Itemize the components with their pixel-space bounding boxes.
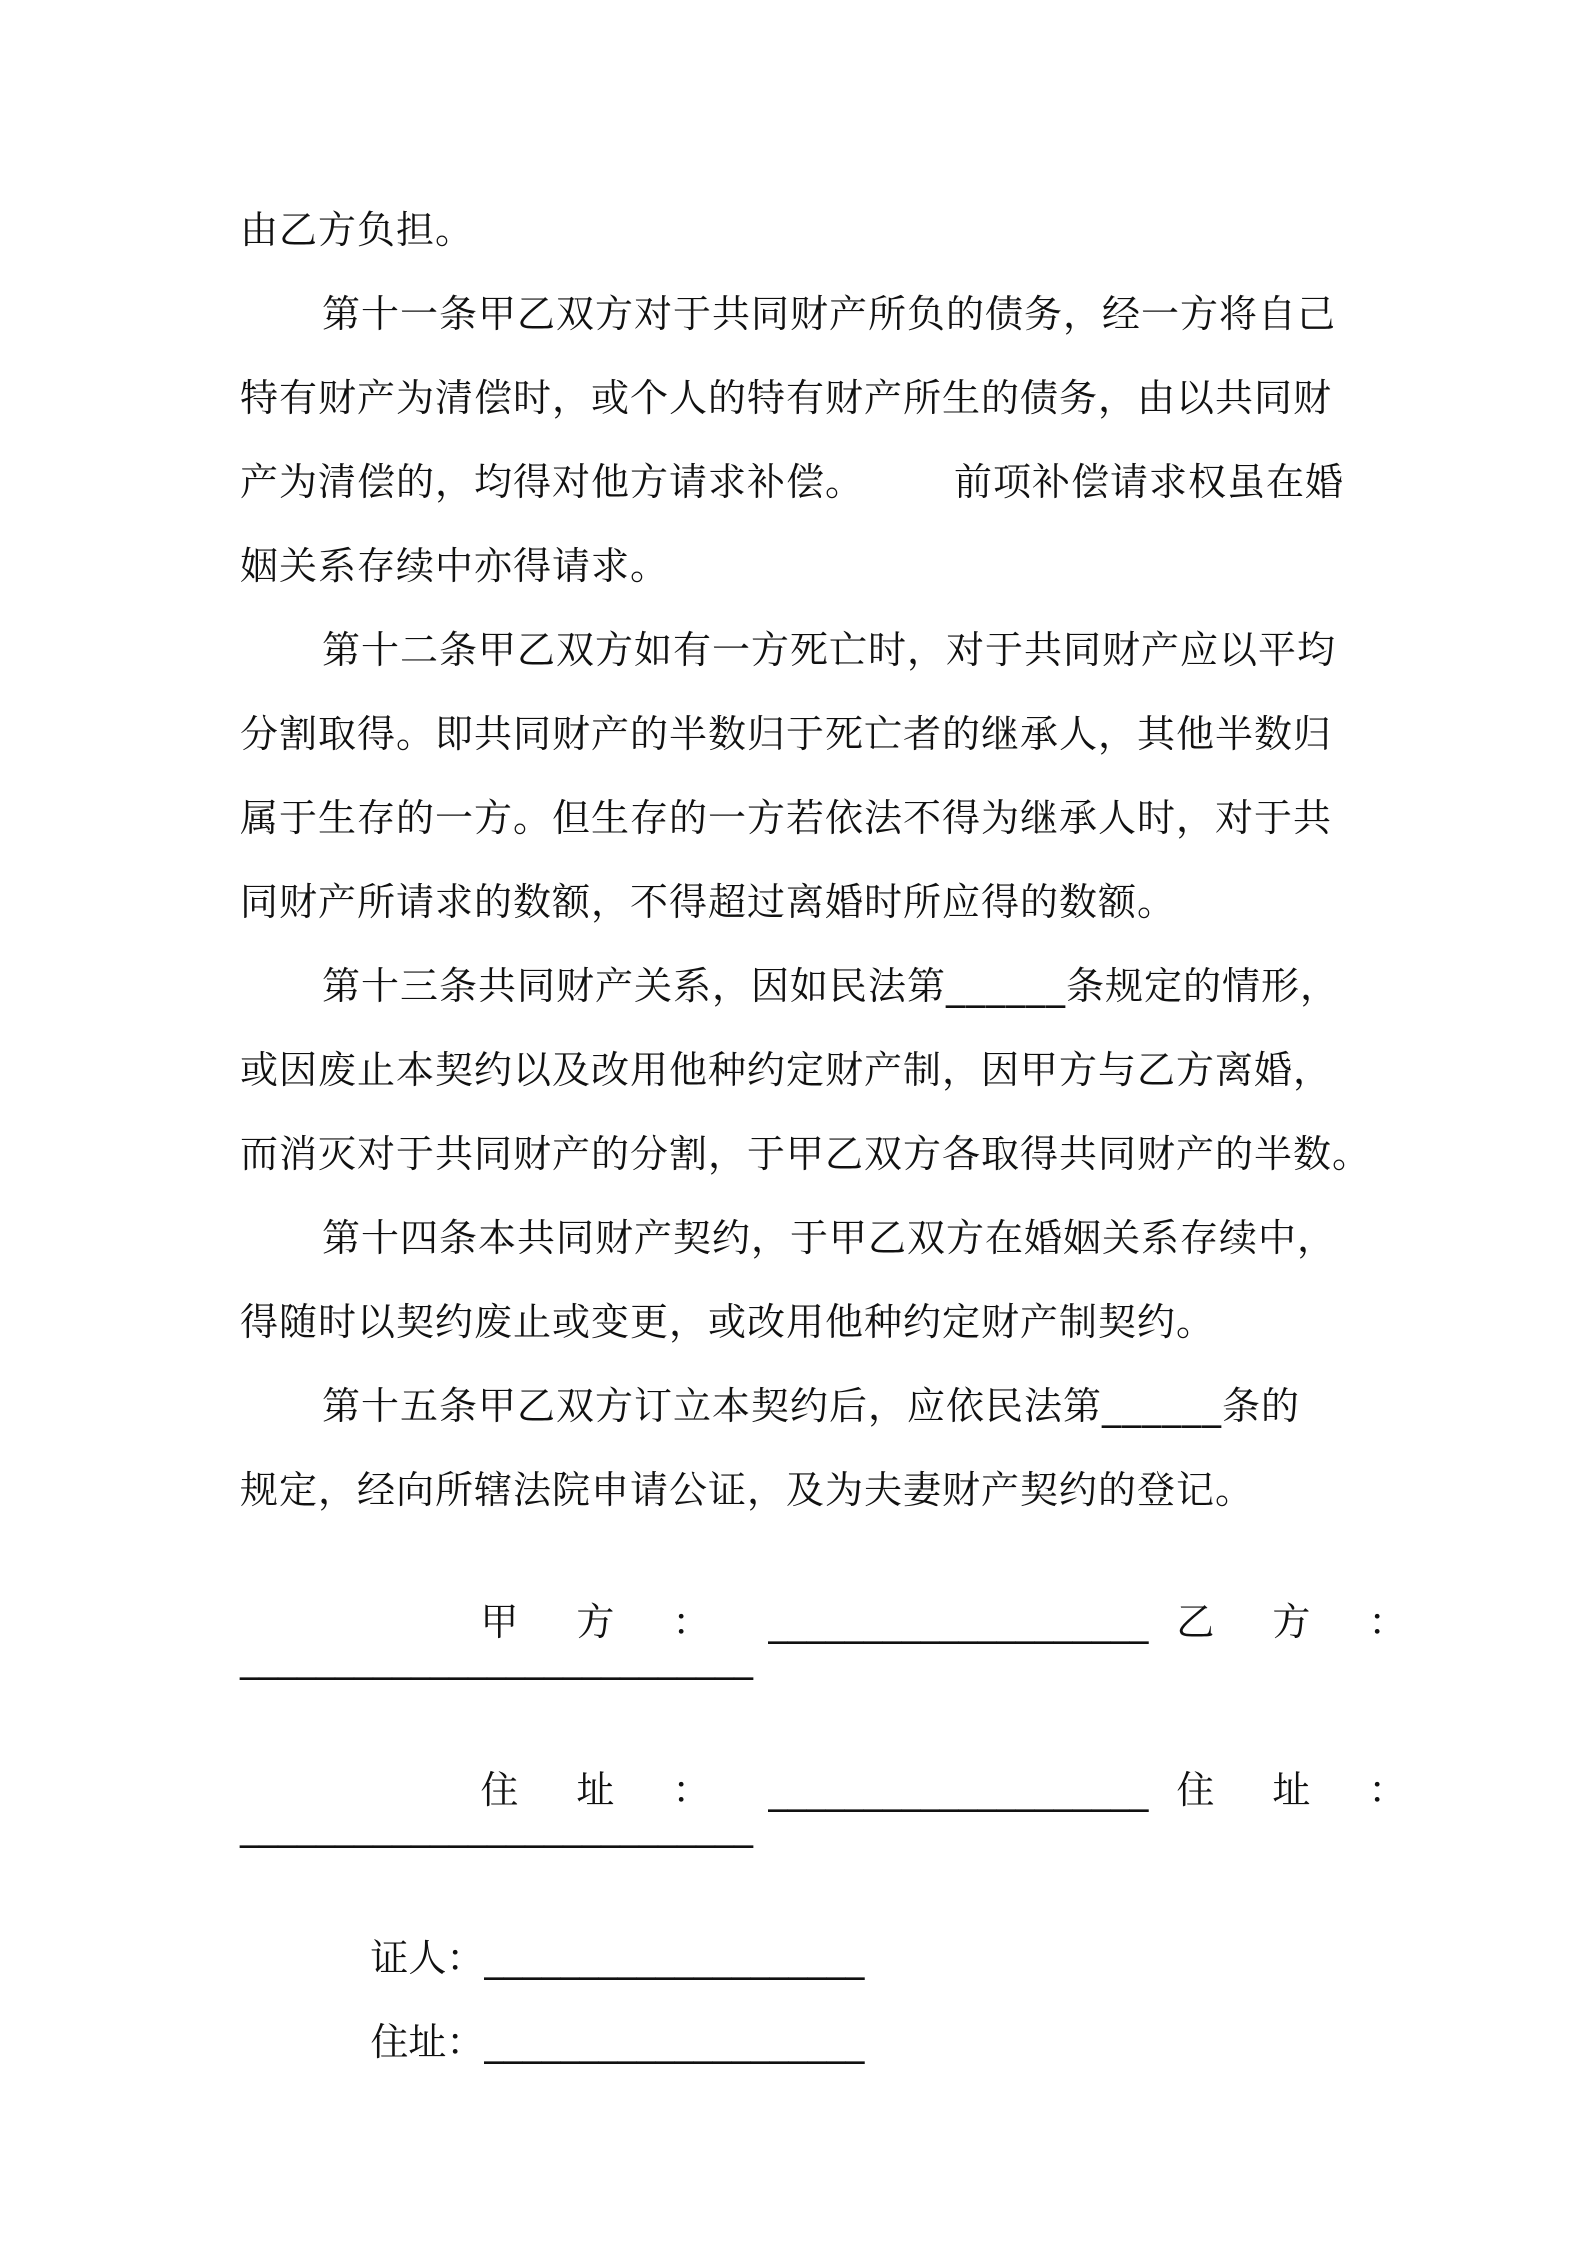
address-b-label-char-1: 住 bbox=[1176, 1768, 1215, 1812]
article-11-line-3b: 前项补偿请求权虽在婚 bbox=[954, 460, 1345, 504]
party-a-label-char-1: 甲 bbox=[480, 1600, 519, 1644]
article-15-line-1: 第十五条甲乙双方订立本契约后，应依民法第______条的 bbox=[322, 1384, 1301, 1428]
address-a-label-char-2: 址 bbox=[576, 1768, 615, 1812]
article-13-line-3: 而消灭对于共同财产的分割，于甲乙双方各取得共同财产的半数。 bbox=[240, 1132, 1372, 1176]
article-11-line-1: 第十一条甲乙双方对于共同财产所负的债务，经一方将自己 bbox=[322, 292, 1337, 336]
address-a-blank[interactable]: ____________________ bbox=[768, 1768, 1149, 1812]
witness-address-blank[interactable]: ____________________ bbox=[484, 2020, 865, 2064]
witness-blank[interactable]: ____________________ bbox=[484, 1936, 865, 1980]
address-b-colon: ： bbox=[1368, 1768, 1407, 1812]
article-12-line-4: 同财产所请求的数额，不得超过离婚时所应得的数额。 bbox=[240, 880, 1177, 924]
article-12-line-1: 第十二条甲乙双方如有一方死亡时，对于共同财产应以平均 bbox=[322, 628, 1337, 672]
address-a-colon: ： bbox=[672, 1768, 711, 1812]
address-b-label-char-2: 址 bbox=[1272, 1768, 1311, 1812]
party-a-colon: ： bbox=[672, 1600, 711, 1644]
text-line-1: 由乙方负担。 bbox=[240, 208, 475, 252]
address-b-blank[interactable]: ___________________________ bbox=[240, 1804, 753, 1848]
article-13-line-2: 或因废止本契约以及改用他种约定财产制，因甲方与乙方离婚， bbox=[240, 1048, 1333, 1092]
article-14-line-1: 第十四条本共同财产契约，于甲乙双方在婚姻关系存续中， bbox=[322, 1216, 1337, 1260]
article-12-line-2: 分割取得。即共同财产的半数归于死亡者的继承人，其他半数归 bbox=[240, 712, 1333, 756]
address-a-label-char-1: 住 bbox=[480, 1768, 519, 1812]
party-b-colon: ： bbox=[1368, 1600, 1407, 1644]
party-b-label-char-2: 方 bbox=[1272, 1600, 1311, 1644]
article-15-line-2: 规定，经向所辖法院申请公证，及为夫妻财产契约的登记。 bbox=[240, 1468, 1255, 1512]
article-12-line-3: 属于生存的一方。但生存的一方若依法不得为继承人时，对于共 bbox=[240, 796, 1333, 840]
party-a-label-char-2: 方 bbox=[576, 1600, 615, 1644]
article-11-line-2: 特有财产为清偿时，或个人的特有财产所生的债务，由以共同财 bbox=[240, 376, 1333, 420]
article-14-line-2: 得随时以契约废止或变更，或改用他种约定财产制契约。 bbox=[240, 1300, 1216, 1344]
article-11-line-4: 姻关系存续中亦得请求。 bbox=[240, 544, 670, 588]
party-b-label-char-1: 乙 bbox=[1176, 1600, 1215, 1644]
witness-address-label: 住址： bbox=[370, 2020, 485, 2064]
article-11-line-3: 产为清偿的，均得对他方请求补偿。 bbox=[240, 460, 865, 504]
article-13-line-1: 第十三条共同财产关系，因如民法第______条规定的情形， bbox=[322, 964, 1340, 1008]
party-b-blank[interactable]: ___________________________ bbox=[240, 1636, 753, 1680]
party-b-signature-row bbox=[1128, 1550, 1406, 1694]
witness-address-row bbox=[322, 1970, 864, 2114]
party-a-blank[interactable]: ____________________ bbox=[768, 1600, 1149, 1644]
party-b-address-row bbox=[1128, 1718, 1406, 1862]
witness-label: 证人： bbox=[370, 1936, 485, 1980]
